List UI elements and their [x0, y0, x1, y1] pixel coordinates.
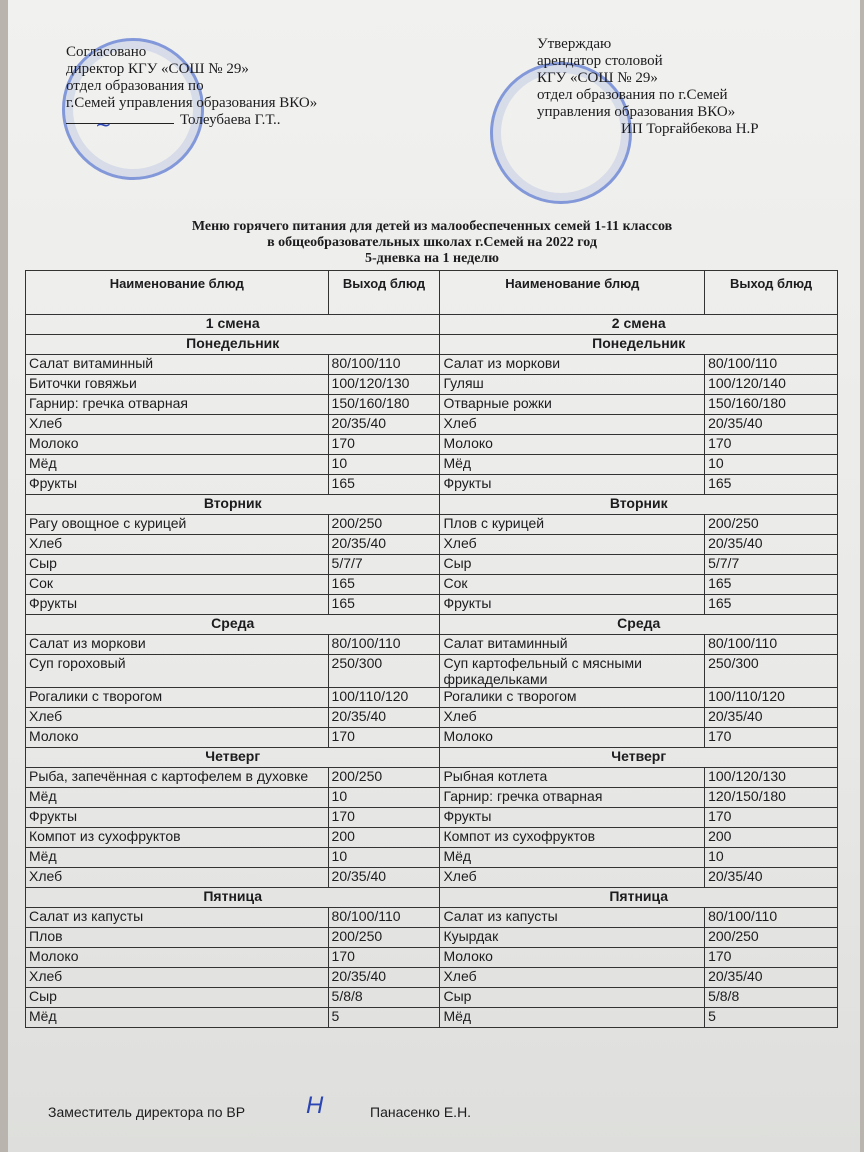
title-line: 5-дневка на 1 неделю: [365, 251, 499, 266]
dish-name: Мёд: [440, 1008, 705, 1028]
dish-name: Сыр: [26, 988, 329, 1008]
dish-name: Молоко: [26, 948, 329, 968]
portion-size: 80/100/110: [705, 908, 838, 928]
portion-size: 200/250: [328, 768, 440, 788]
portion-size: 10: [705, 848, 838, 868]
column-header: Выход блюд: [328, 271, 440, 315]
dish-name: Рыба, запечённая с картофелем в духовке: [26, 768, 329, 788]
table-row: [26, 1008, 838, 1028]
dish-name: Суп картофельный с мясными фрикадельками: [440, 655, 705, 688]
dish-name: Хлеб: [440, 415, 705, 435]
portion-size: 150/160/180: [328, 395, 440, 415]
table-row: [26, 635, 838, 655]
table-row: [26, 908, 838, 928]
table-row: [26, 355, 838, 375]
portion-size: 120/150/180: [705, 788, 838, 808]
portion-size: 5/8/8: [328, 988, 440, 1008]
portion-size: 170: [705, 435, 838, 455]
column-header: Выход блюд: [705, 271, 838, 315]
portion-size: 200/250: [328, 515, 440, 535]
dish-name: Сыр: [26, 555, 329, 575]
dish-name: Компот из сухофруктов: [440, 828, 705, 848]
day-label: Понедельник: [440, 335, 838, 355]
dish-name: Рагу овощное с курицей: [26, 515, 329, 535]
dish-name: Мёд: [26, 848, 329, 868]
dish-name: Салат из моркови: [440, 355, 705, 375]
dish-name: Хлеб: [26, 415, 329, 435]
signatory-name: Толеубаева Г.Т..: [180, 112, 281, 128]
portion-size: 5: [705, 1008, 838, 1028]
portion-size: 200: [328, 828, 440, 848]
dish-name: Фрукты: [440, 595, 705, 615]
dish-name: Салат витаминный: [440, 635, 705, 655]
portion-size: 100/120/130: [328, 375, 440, 395]
dish-name: Хлеб: [440, 708, 705, 728]
dish-name: Компот из сухофруктов: [26, 828, 329, 848]
dish-name: Молоко: [26, 728, 329, 748]
dish-name: Салат витаминный: [26, 355, 329, 375]
day-label: Пятница: [26, 888, 440, 908]
table-row: [26, 475, 838, 495]
dish-name: Молоко: [440, 948, 705, 968]
dish-name: Гуляш: [440, 375, 705, 395]
portion-size: 200/250: [328, 928, 440, 948]
dish-name: Мёд: [440, 848, 705, 868]
table-row: [26, 375, 838, 395]
day-label: Вторник: [26, 495, 440, 515]
column-header: Наименование блюд: [440, 271, 705, 315]
portion-size: 10: [328, 455, 440, 475]
portion-size: 200/250: [705, 928, 838, 948]
table-row: [26, 808, 838, 828]
handwritten-signature: ~: [95, 112, 112, 136]
table-row: [26, 455, 838, 475]
table-row: [26, 948, 838, 968]
dish-name: Салат из капусты: [440, 908, 705, 928]
portion-size: 165: [705, 575, 838, 595]
shift-row: [26, 315, 838, 335]
dish-name: Хлеб: [440, 968, 705, 988]
dish-name: Молоко: [440, 728, 705, 748]
dish-name: Гарнир: гречка отварная: [26, 395, 329, 415]
portion-size: 20/35/40: [705, 968, 838, 988]
portion-size: 20/35/40: [705, 535, 838, 555]
menu-table: [25, 270, 838, 1028]
portion-size: 10: [328, 788, 440, 808]
day-header-row: [26, 615, 838, 635]
dish-name: Рыбная котлета: [440, 768, 705, 788]
dish-name: Салат из капусты: [26, 908, 329, 928]
table-row: [26, 395, 838, 415]
portion-size: 200: [705, 828, 838, 848]
table-row: [26, 535, 838, 555]
portion-size: 170: [705, 948, 838, 968]
title-line: Меню горячего питания для детей из малообеспеченных семей 1-11 классов: [191, 219, 673, 234]
dish-name: Мёд: [26, 455, 329, 475]
table-row: [26, 788, 838, 808]
table-header-row: [26, 271, 838, 315]
shift-label: 2 смена: [440, 315, 838, 335]
portion-size: 150/160/180: [705, 395, 838, 415]
approval-line: КГУ «СОШ № 29»: [537, 70, 658, 86]
day-header-row: [26, 888, 838, 908]
portion-size: 5: [328, 1008, 440, 1028]
portion-size: 170: [328, 728, 440, 748]
table-row: [26, 768, 838, 788]
dish-name: Молоко: [26, 435, 329, 455]
portion-size: 250/300: [328, 655, 440, 688]
portion-size: 165: [328, 595, 440, 615]
day-label: Четверг: [440, 748, 838, 768]
signatory-name: ИП Торғайбекова Н.Р: [621, 121, 759, 137]
portion-size: 165: [328, 575, 440, 595]
dish-name: Мёд: [440, 455, 705, 475]
dish-name: Хлеб: [440, 868, 705, 888]
table-row: [26, 868, 838, 888]
table-row: [26, 595, 838, 615]
portion-size: 20/35/40: [328, 535, 440, 555]
portion-size: 10: [705, 455, 838, 475]
portion-size: 170: [705, 808, 838, 828]
dish-name: Хлеб: [26, 535, 329, 555]
table-row: [26, 988, 838, 1008]
table-row: [26, 515, 838, 535]
approval-line: Согласовано: [66, 44, 147, 60]
table-row: [26, 555, 838, 575]
approval-line: управления образования ВКО»: [537, 104, 736, 120]
dish-name: Фрукты: [440, 808, 705, 828]
column-header: Наименование блюд: [26, 271, 329, 315]
portion-size: 200/250: [705, 515, 838, 535]
portion-size: 165: [328, 475, 440, 495]
portion-size: 165: [705, 475, 838, 495]
dish-name: Мёд: [26, 1008, 329, 1028]
table-row: [26, 928, 838, 948]
signature-line: [66, 123, 174, 124]
dish-name: Плов: [26, 928, 329, 948]
portion-size: 5/8/8: [705, 988, 838, 1008]
dish-name: Плов с курицей: [440, 515, 705, 535]
day-label: Вторник: [440, 495, 838, 515]
portion-size: 20/35/40: [328, 968, 440, 988]
dish-name: Сыр: [440, 555, 705, 575]
dish-name: Отварные рожки: [440, 395, 705, 415]
portion-size: 10: [328, 848, 440, 868]
day-header-row: [26, 495, 838, 515]
day-label: Четверг: [26, 748, 440, 768]
portion-size: 80/100/110: [705, 635, 838, 655]
dish-name: Молоко: [440, 435, 705, 455]
table-row: [26, 688, 838, 708]
portion-size: 170: [705, 728, 838, 748]
day-header-row: [26, 748, 838, 768]
dish-name: Сыр: [440, 988, 705, 1008]
dish-name: Фрукты: [26, 595, 329, 615]
portion-size: 100/110/120: [705, 688, 838, 708]
dish-name: Сок: [26, 575, 329, 595]
portion-size: 170: [328, 808, 440, 828]
day-label: Пятница: [440, 888, 838, 908]
approval-line: отдел образования по г.Семей: [537, 87, 728, 103]
dish-name: Куырдак: [440, 928, 705, 948]
table-row: [26, 655, 838, 688]
portion-size: 100/120/130: [705, 768, 838, 788]
dish-name: Биточки говяжьи: [26, 375, 329, 395]
portion-size: 20/35/40: [328, 415, 440, 435]
portion-size: 5/7/7: [328, 555, 440, 575]
dish-name: Фрукты: [26, 475, 329, 495]
table-row: [26, 968, 838, 988]
portion-size: 20/35/40: [705, 708, 838, 728]
portion-size: 20/35/40: [705, 415, 838, 435]
approval-line: арендатор столовой: [537, 53, 663, 69]
dish-name: Мёд: [26, 788, 329, 808]
portion-size: 170: [328, 948, 440, 968]
dish-name: Суп гороховый: [26, 655, 329, 688]
table-row: [26, 848, 838, 868]
dish-name: Хлеб: [440, 535, 705, 555]
day-header-row: [26, 335, 838, 355]
table-row: [26, 708, 838, 728]
portion-size: 250/300: [705, 655, 838, 688]
portion-size: 80/100/110: [328, 908, 440, 928]
table-row: [26, 728, 838, 748]
day-label: Среда: [440, 615, 838, 635]
table-row: [26, 828, 838, 848]
portion-size: 100/120/140: [705, 375, 838, 395]
approval-line: директор КГУ «СОШ № 29»: [66, 61, 249, 77]
approval-right-block: [537, 36, 759, 138]
day-label: Среда: [26, 615, 440, 635]
table-row: [26, 435, 838, 455]
approval-line: отдел образования по: [66, 78, 204, 94]
dish-name: Фрукты: [26, 808, 329, 828]
footer-position: Заместитель директора по ВР: [48, 1104, 246, 1120]
title-line: в общеобразовательных школах г.Семей на 2022 год: [267, 235, 597, 250]
portion-size: 100/110/120: [328, 688, 440, 708]
portion-size: 165: [705, 595, 838, 615]
dish-name: Рогалики с творогом: [440, 688, 705, 708]
footer-name: Панасенко Е.Н.: [370, 1104, 472, 1120]
day-label: Понедельник: [26, 335, 440, 355]
dish-name: Фрукты: [440, 475, 705, 495]
dish-name: Гарнир: гречка отварная: [440, 788, 705, 808]
portion-size: 5/7/7: [705, 555, 838, 575]
dish-name: Салат из моркови: [26, 635, 329, 655]
portion-size: 80/100/110: [705, 355, 838, 375]
portion-size: 20/35/40: [328, 708, 440, 728]
portion-size: 20/35/40: [328, 868, 440, 888]
portion-size: 80/100/110: [328, 635, 440, 655]
dish-name: Хлеб: [26, 968, 329, 988]
dish-name: Рогалики с творогом: [26, 688, 329, 708]
portion-size: 20/35/40: [705, 868, 838, 888]
table-row: [26, 575, 838, 595]
handwritten-signature: Н: [306, 1092, 324, 1119]
document-title: [0, 219, 864, 267]
shift-label: 1 смена: [26, 315, 440, 335]
approval-line: Утверждаю: [537, 36, 612, 52]
portion-size: 80/100/110: [328, 355, 440, 375]
dish-name: Хлеб: [26, 708, 329, 728]
portion-size: 170: [328, 435, 440, 455]
dish-name: Сок: [440, 575, 705, 595]
approval-line: г.Семей управления образования ВКО»: [66, 95, 318, 111]
table-row: [26, 415, 838, 435]
footer: [48, 1092, 472, 1120]
dish-name: Хлеб: [26, 868, 329, 888]
